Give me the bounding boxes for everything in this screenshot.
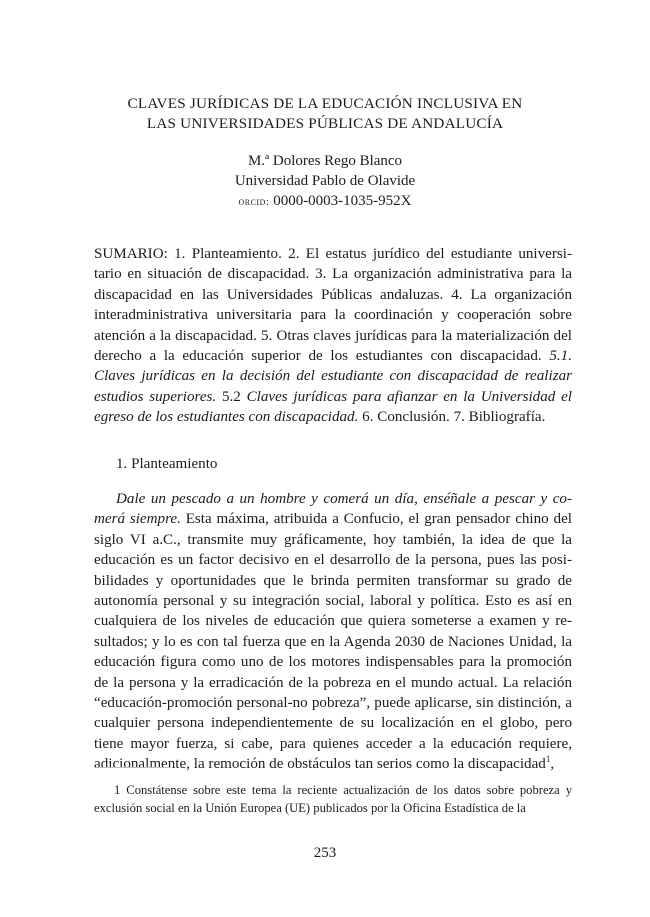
title-line-1: CLAVES JURÍDICAS DE LA EDUCACIÓN INCLUSIVA EN [127, 95, 523, 112]
footnote-divider [94, 767, 171, 768]
summary-part-4: Claves jurídicas para afianzar en la Universidad el egreso de los estudiantes con discapacidad. [94, 388, 572, 426]
footnote-text: Constátense sobre este tema la reciente actualización de los datos sobre pobreza y exclusión social en la Unión Europea (UE) publicados por la Oficina Estadística de la [94, 783, 572, 815]
author-name: M.ª Dolores Rego Blanco [247, 153, 403, 169]
summary [94, 244, 572, 428]
footnote-number: 1 [114, 783, 121, 797]
page-number: 253 [313, 845, 337, 861]
paper-title [70, 94, 580, 134]
author-orcid [70, 191, 580, 212]
summary-part-1: SUMARIO: 1. Planteamiento. 2. El estatus jurídico del estudiante universi-tario en situación de discapacidad. 3. La organización administrativa para la discapacidad en las Universidades Públicas andaluzas. 4. La organización interadministrativa universitaria para la coordinación y cooperación sobre atención a la discapacidad. 5. Otras claves jurídicas para la materialización del derecho a la educación superior de los estudiantes con discapacidad. [94, 246, 572, 365]
summary-part-2: 5.1. Claves jurídicas en la decisión del estudiante con discapacidad de realizar estudios superiores. [94, 348, 572, 405]
confucius-quote: Dale un pescado a un hombre y comerá un día, enséñale a pescar y co-merá siempre. [94, 491, 572, 528]
author-block [70, 151, 580, 212]
summary-part-3: 5.2 [216, 388, 247, 405]
paragraph-end: , [550, 756, 555, 773]
footnote [94, 781, 572, 817]
orcid-label: orcid: [238, 196, 270, 208]
title-line-2: LAS UNIVERSIDADES PÚBLICAS DE ANDALUCÍA [146, 115, 504, 132]
paragraph-text: Esta máxima, atribuida a Confucio, el gran pensador chino del siglo VI a.C., transmite muy gráficamente, hoy también, la idea de que la educación es un factor decisivo en el desarrollo de la persona, pues las posi-bilidades y oportunidades que le brinda permiten transformar su grado de autonomía personal y su integración social, laboral y política. Esto es así en cualquiera de los niveles de educación que quiera someterse a examen y re-sultados; y lo es con tal fuerza que en la Agenda 2030 de Naciones Unidad, la educación figura como uno de los motores indispensables para la promoción de la persona y la erradicación de la pobreza en el mundo actual. La relación “educación-promoción personal-no pobreza”, puede aplicarse, sin distinción, a cualquier persona independientemente de su localización en el globo, pero tiene mayor fuerza, si cabe, para quienes acceder a la educación requiere, adicionalmente, la remoción de obstáculos tan serios como la discapacidad [94, 511, 572, 773]
footnote-ref[interactable]: 1 [545, 754, 551, 765]
orcid-value: 0000-0003-1035-952X [269, 193, 412, 209]
body-paragraph [94, 489, 572, 775]
summary-part-5: 6. Conclusión. 7. Bibliografía. [358, 409, 546, 426]
author-affiliation: Universidad Pablo de Olavide [234, 173, 416, 189]
section-heading: 1. Planteamiento [116, 456, 218, 472]
